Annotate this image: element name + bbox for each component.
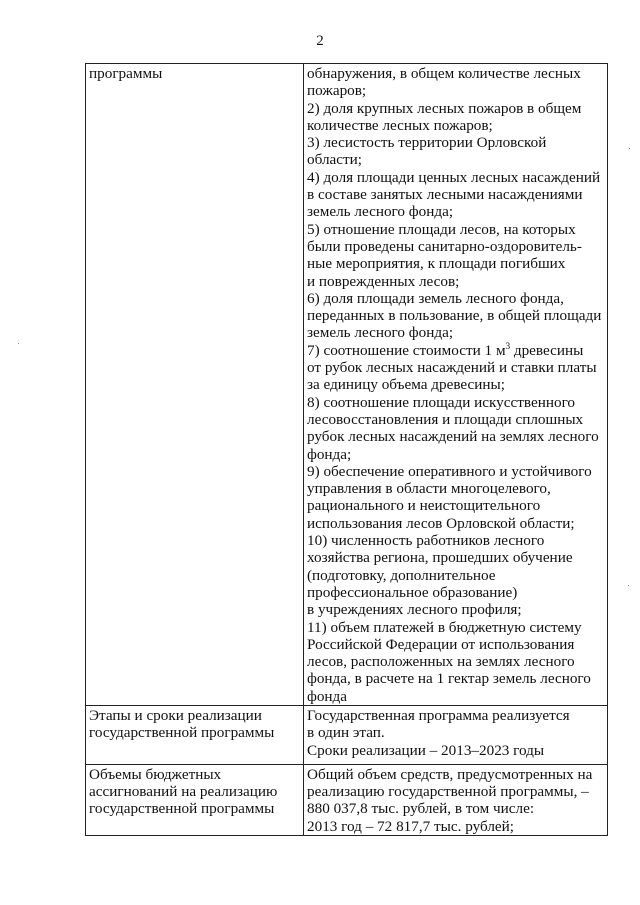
stages-line: Государственная программа реализуется — [307, 706, 570, 724]
indicator-line: 10) численность работников лесного — [307, 532, 545, 550]
indicator-line: и поврежденных лесов; — [307, 272, 460, 290]
indicator-line: рубок лесных насаждений на землях лесного — [307, 428, 599, 446]
budget-line: реализацию государственной программы, – — [307, 783, 589, 801]
indicator-line: количестве лесных пожаров; — [307, 116, 493, 134]
indicator-line: 4) доля площади ценных лесных насаждений — [307, 168, 601, 186]
table-row-stages — [86, 705, 608, 764]
indicator-line: ные мероприятия, к площади погибших — [307, 255, 566, 273]
indicator-line-m3 — [307, 342, 604, 359]
indicator-line: 9) обеспечение оперативного и устойчивого — [307, 462, 592, 480]
row-label-line: государственной программы — [89, 724, 275, 742]
indicator-line: лесовосстановления и площади сплошных — [307, 410, 584, 428]
row-label-line: программы — [89, 65, 163, 82]
indicator-line: были проведены санитарно-оздоровитель- — [307, 237, 582, 255]
page-number: 2 — [316, 33, 324, 49]
scan-speck — [628, 585, 629, 586]
scan-speck — [629, 148, 630, 149]
indicator-line: хозяйства региона, прошедших обучение — [307, 549, 573, 567]
indicator-line: земель лесного фонда; — [307, 324, 454, 342]
indicator-line: за единицу объема древесины; — [307, 376, 505, 394]
indicator-line: лесов, расположенных на землях лесного — [307, 653, 575, 671]
indicator-line: области; — [307, 151, 362, 169]
indicator-line: фонда; — [307, 445, 352, 463]
m3-suffix: древесины — [510, 341, 584, 359]
m3-prefix: 7) соотношение стоимости 1 м — [307, 341, 506, 359]
program-passport-table — [85, 63, 608, 836]
row-label-line: государственной программы — [89, 800, 275, 818]
stages-cell — [304, 705, 608, 764]
indicator-line: 2) доля крупных лесных пожаров в общем — [307, 99, 582, 117]
indicator-line: в учреждениях лесного профиля; — [307, 601, 522, 619]
indicator-line: пожаров; — [307, 82, 367, 100]
indicator-line: 8) соотношение площади искусственного — [307, 393, 576, 411]
m3-superscript: 3 — [505, 340, 511, 351]
indicator-line: от рубок лесных насаждений и ставки платы — [307, 359, 597, 377]
indicator-line: Российской Федерации от использования — [307, 635, 575, 653]
row-label-cell — [86, 705, 304, 764]
indicator-line: рационального и неистощительного — [307, 497, 541, 515]
table-row-indicators — [86, 64, 608, 706]
budget-line: 2013 год – 72 817,7 тыс. рублей; — [307, 817, 515, 835]
indicator-line: 11) объем платежей в бюджетную систему — [307, 618, 582, 636]
indicator-line: управления в области многоцелевого, — [307, 480, 551, 498]
indicator-line: фонда, в расчете на 1 гектар земель лесного — [307, 670, 591, 688]
budget-line: 880 037,8 тыс. рублей, в том числе: — [307, 800, 535, 818]
scan-speck — [18, 343, 19, 344]
row-label-line: Объемы бюджетных — [89, 765, 222, 783]
indicator-line: 6) доля площади земель лесного фонда, — [307, 289, 564, 307]
indicator-line: (подготовку, дополнительное — [307, 566, 496, 584]
indicator-line: земель лесного фонда; — [307, 203, 454, 221]
indicator-line: обнаружения, в общем количестве лесных — [307, 65, 581, 82]
stages-line: Сроки реализации – 2013–2023 годы — [307, 741, 545, 759]
row-label-cell — [86, 764, 304, 835]
indicator-line: фонда — [307, 687, 348, 705]
indicator-line: в составе занятых лесными насаждениями — [307, 186, 583, 204]
indicator-line: переданных в пользование, в общей площади — [307, 307, 602, 325]
budget-line: Общий объем средств, предусмотренных на — [307, 765, 593, 783]
row-label-cell — [86, 64, 304, 706]
indicators-list-cell — [304, 64, 608, 706]
indicator-line: профессиональное образование) — [307, 583, 518, 601]
row-label-line: ассигнований на реализацию — [89, 783, 278, 801]
table-row-budget — [86, 764, 608, 835]
indicator-line: 3) лесистость территории Орловской — [307, 134, 547, 152]
row-label-line: Этапы и сроки реализации — [89, 706, 262, 724]
stages-line: в один этап. — [307, 724, 385, 742]
indicator-line: использования лесов Орловской области; — [307, 514, 575, 532]
budget-cell — [304, 764, 608, 835]
indicator-line: 5) отношение площади лесов, на которых — [307, 220, 576, 238]
